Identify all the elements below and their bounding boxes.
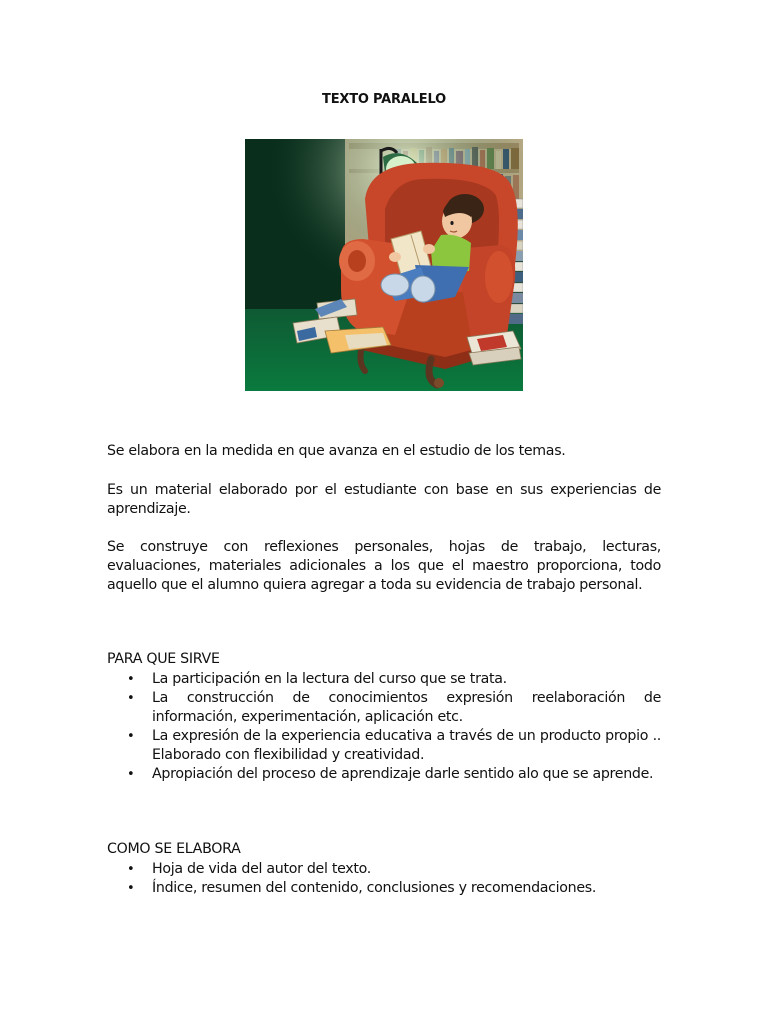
list-item: • Apropiación del proceso de aprendizaje darle sentido alo que se aprende. bbox=[127, 766, 654, 782]
bullet-icon: • bbox=[127, 767, 135, 782]
list-item: • La participación en la lectura del curso que se trata. bbox=[127, 671, 507, 687]
paragraph-definition: Es un material elaborado por el estudiante con base en sus experiencias de aprendizaje. bbox=[107, 482, 661, 517]
como-se-elabora-list bbox=[107, 860, 661, 898]
paragraph-construction: Se construye con reflexiones personales, hojas de trabajo, lecturas, evaluaciones, materiales adicionales a los que el maestro proporciona, todo aquello que el alumno quiera agregar a toda su evidencia de trabajo personal. bbox=[107, 539, 661, 593]
para-que-sirve-list bbox=[107, 670, 661, 784]
list-item: • Índice, resumen del contenido, conclusiones y recomendaciones. bbox=[127, 880, 597, 896]
bullet-icon: • bbox=[127, 881, 135, 896]
bullet-icon: • bbox=[127, 691, 135, 706]
section-heading-para-que-sirve: PARA QUE SIRVE bbox=[107, 651, 220, 667]
paragraph-elaboration: Se elabora en la medida en que avanza en el estudio de los temas. bbox=[107, 443, 566, 459]
list-item: • La construcción de conocimientos expresión reelaboración de información, experimentación, aplicación etc. bbox=[127, 690, 661, 725]
bullet-icon: • bbox=[127, 729, 135, 744]
bullet-icon: • bbox=[127, 862, 135, 877]
list-item: • La expresión de la experiencia educativa a través de un producto propio .. Elaborado con flexibilidad y creatividad. bbox=[127, 728, 661, 763]
reading-child-illustration bbox=[245, 139, 523, 391]
section-heading-como-se-elabora: COMO SE ELABORA bbox=[107, 841, 241, 857]
document-title: TEXTO PARALELO bbox=[322, 92, 446, 107]
bullet-icon: • bbox=[127, 672, 135, 687]
list-item: • Hoja de vida del autor del texto. bbox=[127, 861, 371, 877]
